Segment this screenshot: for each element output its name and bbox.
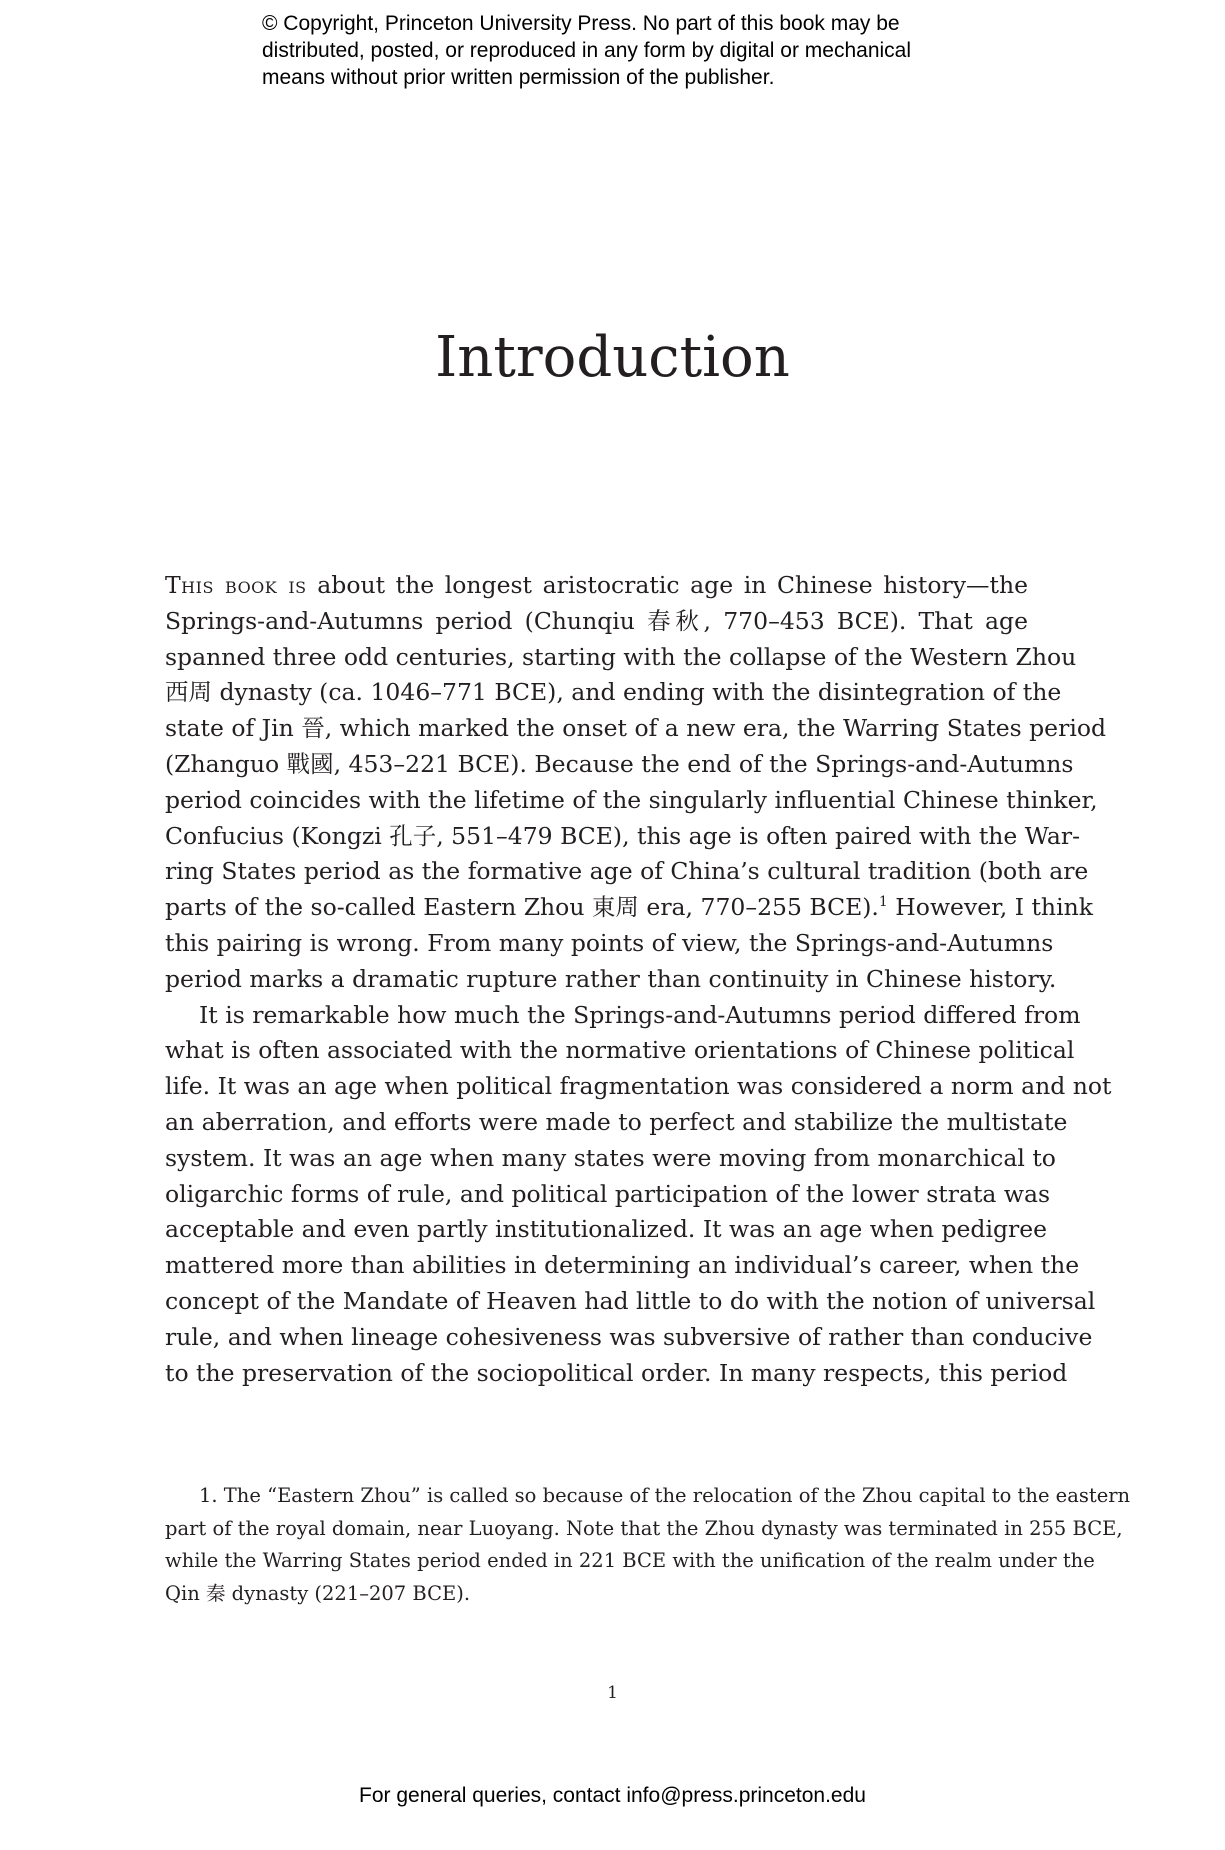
line-text: about the longest aristocratic age in Chinese history—the: [306, 571, 1028, 599]
paragraph-line: Confucius (Kongzi 孔子, 551–479 BCE), this age is often paired with the War-: [165, 821, 1081, 850]
paragraph-line: It is remarkable how much the Springs-and-Autumns period differed from: [199, 1000, 1081, 1029]
footnote-reference[interactable]: 1: [878, 894, 888, 911]
copyright-line: distributed, posted, or reproduced in any form by digital or mechanical: [262, 39, 912, 62]
footnote-line: part of the royal domain, near Luoyang. Note that the Zhou dynasty was terminated in 255 BCE,: [165, 1516, 1123, 1540]
paragraph-line: to the preservation of the sociopolitical order. In many respects, this period: [165, 1358, 1068, 1387]
paragraph-line: oligarchic forms of rule, and political participation of the lower strata was: [165, 1179, 1051, 1208]
line-text: However, I think: [887, 893, 1093, 922]
paragraph-line: Springs-and-Autumns period (Chunqiu 春秋, 770–453 BCE). That age: [165, 606, 1028, 635]
footnote-line: 1. The “Eastern Zhou” is called so because of the relocation of the Zhou capital to the eastern: [199, 1484, 1131, 1507]
footnote-line: while the Warring States period ended in 221 BCE with the unification of the realm under the: [165, 1549, 1095, 1572]
paragraph-line: what is often associated with the normative orientations of Chinese political: [165, 1036, 1075, 1065]
paragraph-line: [165, 890, 1093, 926]
paragraph-line: system. It was an age when many states were moving from monarchical to: [165, 1143, 1056, 1172]
paragraph-line: mattered more than abilities in determining an individual’s career, when the: [165, 1251, 1080, 1280]
paragraph-line: period marks a dramatic rupture rather than continuity in Chinese history.: [165, 964, 1057, 993]
paragraph-line: period coincides with the lifetime of the singularly influential Chinese thinker,: [165, 785, 1098, 814]
paragraph-line: rule, and when lineage cohesiveness was subversive of rather than conducive: [165, 1322, 1093, 1351]
paragraph-line: life. It was an age when political fragmentation was considered a norm and not: [165, 1072, 1112, 1101]
paragraph-line: an aberration, and efforts were made to perfect and stabilize the multistate: [165, 1107, 1068, 1136]
body-text: [165, 568, 1112, 1391]
paragraph-line: 西周 dynasty (ca. 1046–771 BCE), and ending with the disintegration of the: [165, 678, 1062, 707]
lead-in-smallcaps: This book is: [165, 571, 307, 599]
paragraph-line: concept of the Mandate of Heaven had little to do with the notion of universal: [165, 1286, 1096, 1315]
footnote: [165, 1480, 1131, 1610]
paragraph-line: acceptable and even partly institutionalized. It was an age when pedigree: [165, 1215, 1048, 1244]
page-number: 1: [607, 1683, 618, 1703]
copyright-line: means without prior written permission of the publisher.: [262, 66, 775, 89]
chapter-title: Introduction: [435, 325, 790, 390]
line-text: parts of the so-called Eastern Zhou 東周 era, 770–255 BCE).: [165, 893, 879, 922]
footnote-line: Qin 秦 dynasty (221–207 BCE).: [165, 1581, 471, 1605]
copyright-line: © Copyright, Princeton University Press. No part of this book may be: [262, 12, 900, 35]
paragraph-line: ring States period as the formative age of China’s cultural tradition (both are: [165, 857, 1089, 886]
paragraph-line: [165, 568, 1028, 604]
footer-contact: For general queries, contact info@press.princeton.edu: [359, 1784, 866, 1807]
paragraph-line: this pairing is wrong. From many points of view, the Springs-and-Autumns: [165, 928, 1054, 957]
paragraph-line: state of Jin 晉, which marked the onset of a new era, the Warring States period: [165, 714, 1107, 743]
copyright-notice: [262, 10, 982, 91]
paragraph-line: (Zhanguo 戰國, 453–221 BCE). Because the end of the Springs-and-Autumns: [165, 749, 1074, 778]
paragraph-line: spanned three odd centuries, starting with the collapse of the Western Zhou: [165, 642, 1077, 671]
